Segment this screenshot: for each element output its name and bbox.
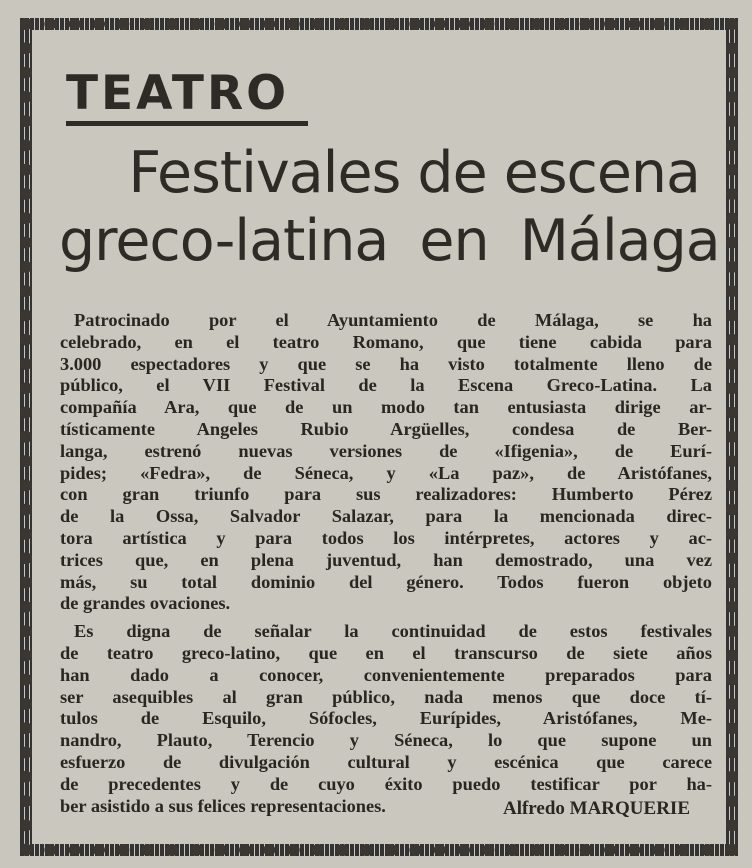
- text-line: 3.000 espectadores y que se ha visto totalmente lleno de: [60, 353, 712, 374]
- text-line: con gran triunfo para sus realizadores: Humberto Pérez: [60, 484, 712, 505]
- headline-line-1: Festivales de escena: [128, 140, 700, 206]
- paragraph-2: [60, 621, 712, 817]
- text-line: de la Ossa, Salvador Salazar, para la mencionada direc-: [60, 506, 712, 527]
- text-line: de grandes ovaciones.: [60, 593, 231, 614]
- headline-line-2: greco-latina en Málaga: [59, 208, 720, 274]
- text-line: tísticamente Angeles Rubio Argüelles, condesa de Ber-: [60, 418, 712, 439]
- text-line: público, el VII Festival de la Escena Greco-Latina. La: [60, 375, 712, 396]
- article-body: [60, 310, 712, 817]
- text-line: langa, estrenó nuevas versiones de «Ifigenia», de Eurí-: [60, 440, 712, 461]
- text-line: ber asistido a sus felices representaciones.: [60, 795, 386, 816]
- text-line: Es digna de señalar la continuidad de estos festivales: [74, 621, 712, 642]
- section-underline: [66, 121, 308, 126]
- text-line: esfuerzo de divulgación cultural y escénica que carece: [60, 751, 712, 772]
- text-line: han dado a conocer, convenientemente preparados para: [60, 664, 712, 685]
- text-line: trices que, en plena juventud, han demostrado, una vez: [60, 549, 712, 570]
- paragraph-1: [60, 310, 712, 615]
- text-line: más, su total dominio del género. Todos fueron objeto: [60, 571, 712, 592]
- text-line: de precedentes y de cuyo éxito puedo testificar por ha-: [60, 773, 712, 794]
- section-label: TEATRO: [66, 66, 290, 121]
- text-line: ser asequibles al gran público, nada menos que doce tí-: [60, 686, 712, 707]
- author-signature: Alfredo MARQUERIE: [502, 798, 690, 819]
- text-line: Patrocinado por el Ayuntamiento de Málaga, se ha: [74, 310, 712, 330]
- article-frame: [20, 18, 738, 856]
- text-line: tulos de Esquilo, Sófocles, Eurípides, Aristófanes, Me-: [60, 708, 712, 729]
- text-line: tora artística y para todos los intérpretes, actores y ac-: [60, 527, 712, 548]
- text-line: de teatro greco-latino, que en el transcurso de siete años: [60, 642, 712, 663]
- text-line: celebrado, en el teatro Romano, que tiene cabida para: [60, 331, 712, 352]
- text-line: nandro, Plauto, Terencio y Séneca, lo que supone un: [60, 730, 712, 751]
- text-line: compañía Ara, que de un modo tan entusiasta dirige ar-: [60, 397, 712, 418]
- text-line: pides; «Fedra», de Séneca, y «La paz», de Aristófanes,: [60, 462, 712, 483]
